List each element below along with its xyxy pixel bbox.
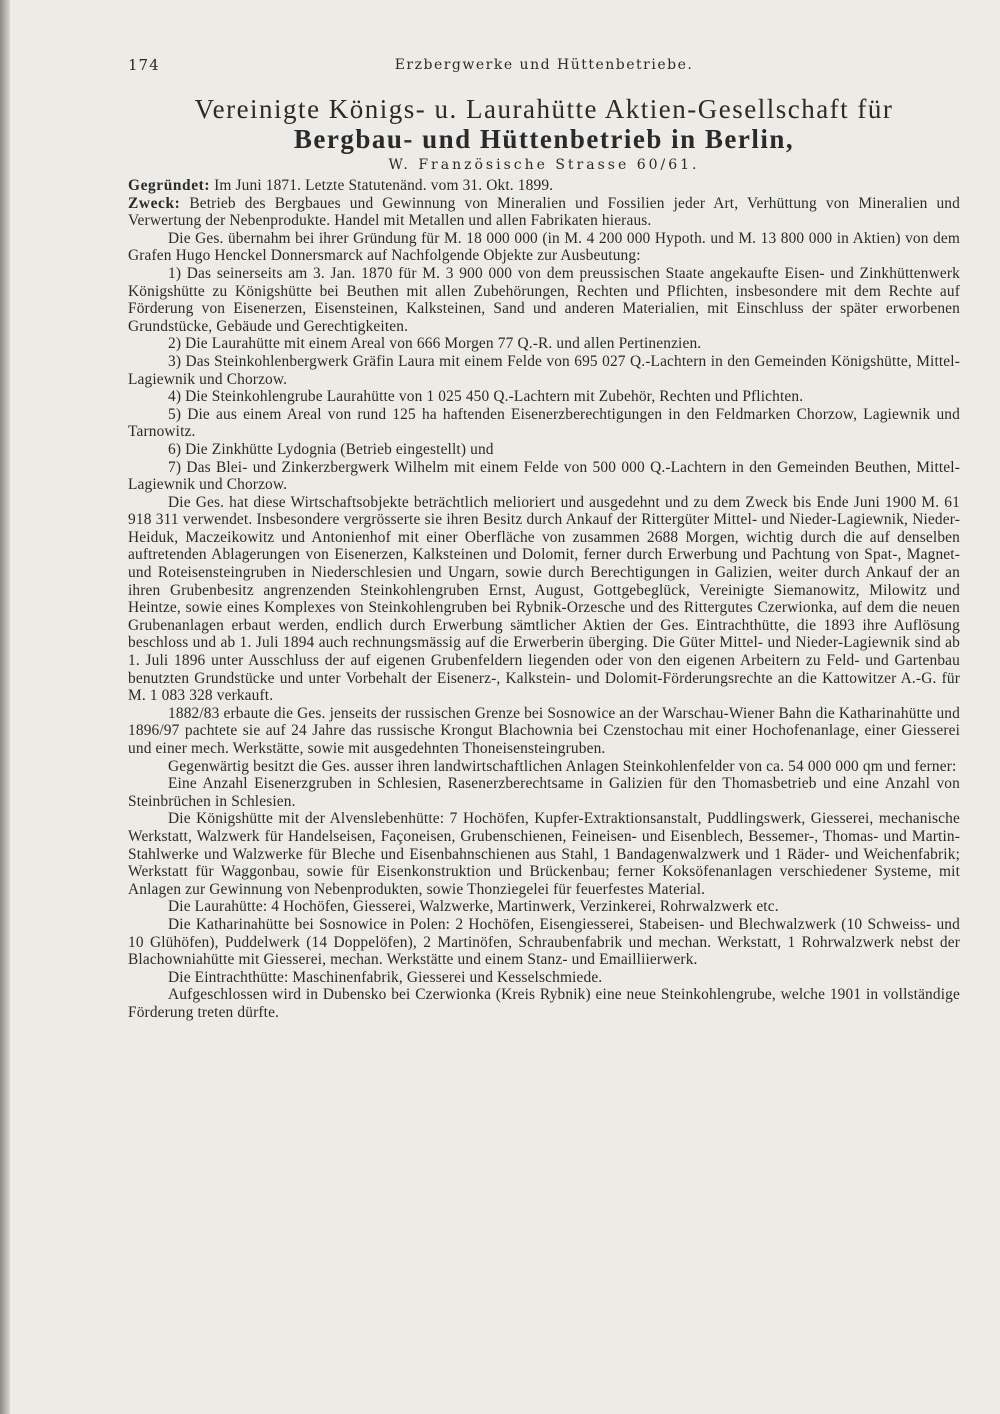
document-page: [128, 56, 960, 1022]
paragraph: 2) Die Laurahütte mit einem Areal von 666 Morgen 77 Q.-R. und allen Pertinenzien.: [168, 335, 702, 353]
purpose-entry: [128, 195, 960, 230]
paragraph: 1) Das seinerseits am 3. Jan. 1870 für M. 3 900 000 von dem preussischen Staate angekaufte Eisen- und Zinkhüttenwerk Königshütte zu Königshütte bei Beuthen mit allen Zubehörungen, Rechten und Pflichten, insbesondere mit dem Rechte auf Förderung von Eisenerzen, Eisensteinen, Kalksteinen, Sand und anderen Materialien, mit Einschluss der später erworbenen Grundstücke, Gebäude und Gerechtigkeiten.: [128, 264, 960, 335]
paragraph: 7) Das Blei- und Zinkerzbergwerk Wilhelm mit einem Felde von 500 000 Q.-Lachtern in den Gemeinden Beuthen, Mittel-Lagiewnik und Chorzow.: [128, 458, 960, 494]
running-head: [128, 56, 960, 86]
paragraph: Eine Anzahl Eisenerzgruben in Schlesien, Rasenerzberechtsame in Galizien für den Thomasbetrieb und eine Anzahl von Steinbrüchen in Schlesien.: [128, 775, 960, 810]
paragraph: Die Ges. hat diese Wirtschaftsobjekte beträchtlich melioriert und ausgedehnt und zu dem Zweck bis Ende Juni 1900 M. 61 918 311 verwendet. Insbesondere vergrösserte sie ihren Besitz durch Ankauf der Rittergüter Mittel- und Nieder-Lagiewnik, Nieder-Heiduk, Maczeikowitz und Antonienhof mit einer Oberfläche von zusammen 2688 Morgen, wichtig durch die auf denselben auftretenden Ablagerungen von Eisenerzen, Kalksteinen und Dolomit, ferner durch Erwerbung und Pachtung von Spat-, Magnet- und Roteisensteingruben in Niederschlesien und Ungarn, sowie durch Berechtigungen in Galizien, weiter durch Ankauf der an ihren Grubenbesitz angrenzenden Steinkohlengruben Ernst, August, Gottgebeglück, Vereinigte Siemanowitz, Milowitz und Heintze, sowie eines Komplexes von Steinkohlengruben bei Rybnik-Orzesche und des Rittergutes Czerwionka, auf dem die neuen Grubenanlagen erbaut werden, endlich durch Erwerbung sämtlicher Aktien der Ges. Eintrachthütte, die 1893 ihre Auflösung beschloss und ab 1. Juli 1894 auch rechnungsmässig auf die Erwerberin überging. Die Güter Mittel- und Nieder-Lagiewnik sind ab 1. Juli 1896 unter Ausschluss der auf eigenen Grubenfeldern liegenden oder von den eigenen Arbeitern zu Feld- und Gartenbau benutzten Grundstücke und unter Vorbehalt der Eisenerz-, Kalkstein- und Dolomit-Förderungsrechte an die Kattowitzer A.-G. für M. 1 083 328 verkauft.: [128, 493, 960, 705]
paragraph: Die Laurahütte: 4 Hochöfen, Giesserei, Walzwerke, Martinwerk, Verzinkerei, Rohrwalzwerk etc.: [168, 898, 779, 916]
purpose-label: Zweck:: [128, 194, 181, 212]
running-title: Erzbergwerke und Hüttenbetriebe.: [394, 57, 694, 73]
paragraph: 6) Die Zinkhütte Lydognia (Betrieb eingestellt) und: [168, 440, 494, 458]
paragraph: Die Königshütte mit der Alvenslebenhütte: 7 Hochöfen, Kupfer-Extraktionsanstalt, Puddlingswerk, Giesserei, mechanische Werkstatt, Walzwerk für Handelseisen, Façoneisen, Grubenschienen, Feineisen- und Eisenblech, Bessemer-, Thomas- und Martin-Stahlwerke und Walzwerke für Bleche und Eisenbahnschienen aus Stahl, 1 Bandagenwalzwerk und 1 Räder- und Weichenfabrik; Werkstatt für Waggonbau, sowie für Eisenkonstruktion und Brückenbau; ferner Koksöfenanlagen verschiedener Systeme, mit Anlagen zur Gewinnung von Nebenprodukten, sowie Thonziegelei für feuerfestes Material.: [128, 810, 960, 898]
paragraph: 3) Das Steinkohlenbergwerk Gräfin Laura mit einem Felde von 695 027 Q.-Lachtern in den Gemeinden Königshütte, Mittel-Lagiewnik und Chorzow.: [128, 352, 960, 388]
company-title-line-1: Vereinigte Königs- u. Laurahütte Aktien-Gesellschaft für: [194, 94, 894, 124]
paragraph: 4) Die Steinkohlengrube Laurahütte von 1 025 450 Q.-Lachtern mit Zubehör, Rechten und Pflichten.: [168, 388, 804, 406]
founded-entry: [128, 177, 960, 195]
founded-text: Im Juni 1871. Letzte Statutenänd. vom 31. Okt. 1899.: [214, 177, 554, 194]
founded-label: Gegründet:: [128, 177, 211, 194]
paragraph: Die Eintrachthütte: Maschinenfabrik, Giesserei und Kesselschmiede.: [168, 968, 603, 986]
company-address: W. Französische Strasse 60/61.: [388, 157, 700, 173]
purpose-text: Betrieb des Bergbaues und Gewinnung von Mineralien und Fossilien jeder Art, Verhüttung von Mineralien und Verwertung der Nebenprodukte. Handel mit Metallen und allen Fabrikaten hieraus.: [128, 194, 960, 230]
paragraph: Die Katharinahütte bei Sosnowice in Polen: 2 Hochöfen, Eisengiesserei, Stabeisen- und Blechwalzwerk (10 Schweiss- und 10 Glühöfen), Puddelwerk (14 Doppelöfen), 2 Martinöfen, Schraubenfabrik und mechan. Werkstatt, 1 Rohrwalzwerk nebst der Blachowniahütte mit Giesserei, mechan. Werkstätte und einem Stanz- und Emailliierwerk.: [128, 915, 960, 969]
scan-edge: [0, 0, 10, 1414]
company-title: [128, 94, 960, 154]
paragraph: Gegenwärtig besitzt die Ges. ausser ihren landwirtschaftlichen Anlagen Steinkohlenfelder von ca. 54 000 000 qm und ferner:: [168, 757, 957, 775]
paragraph: 1882/83 erbaute die Ges. jenseits der russischen Grenze bei Sosnowice an der Warschau-Wiener Bahn die Katharinahütte und 1896/97 pachtete sie auf 24 Jahre das russische Krongut Blachownia bei Czenstochau mit einer Hochofenanlage, einer Giesserei und einer mech. Werkstätte, sowie mit ausgedehnten Thoneisensteingruben.: [128, 704, 960, 757]
page-number: 174: [128, 56, 160, 74]
body-text: [128, 177, 960, 1022]
paragraph: 5) Die aus einem Areal von rund 125 ha haftenden Eisenerzberechtigungen in den Feldmarken Chorzow, Lagiewnik und Tarnowitz.: [128, 405, 960, 441]
paragraph: Die Ges. übernahm bei ihrer Gründung für M. 18 000 000 (in M. 4 200 000 Hypoth. und M. 13 800 000 in Aktien) von dem Grafen Hugo Henckel Donnersmarck auf Nachfolgende Objekte zur Ausbeutung:: [128, 229, 960, 265]
paragraph: Aufgeschlossen wird in Dubensko bei Czerwionka (Kreis Rybnik) eine neue Steinkohlengrube, welche 1901 in vollständige Förderung treten dürfte.: [128, 986, 960, 1021]
company-title-line-2: Bergbau- und Hüttenbetrieb in Berlin,: [293, 124, 795, 154]
